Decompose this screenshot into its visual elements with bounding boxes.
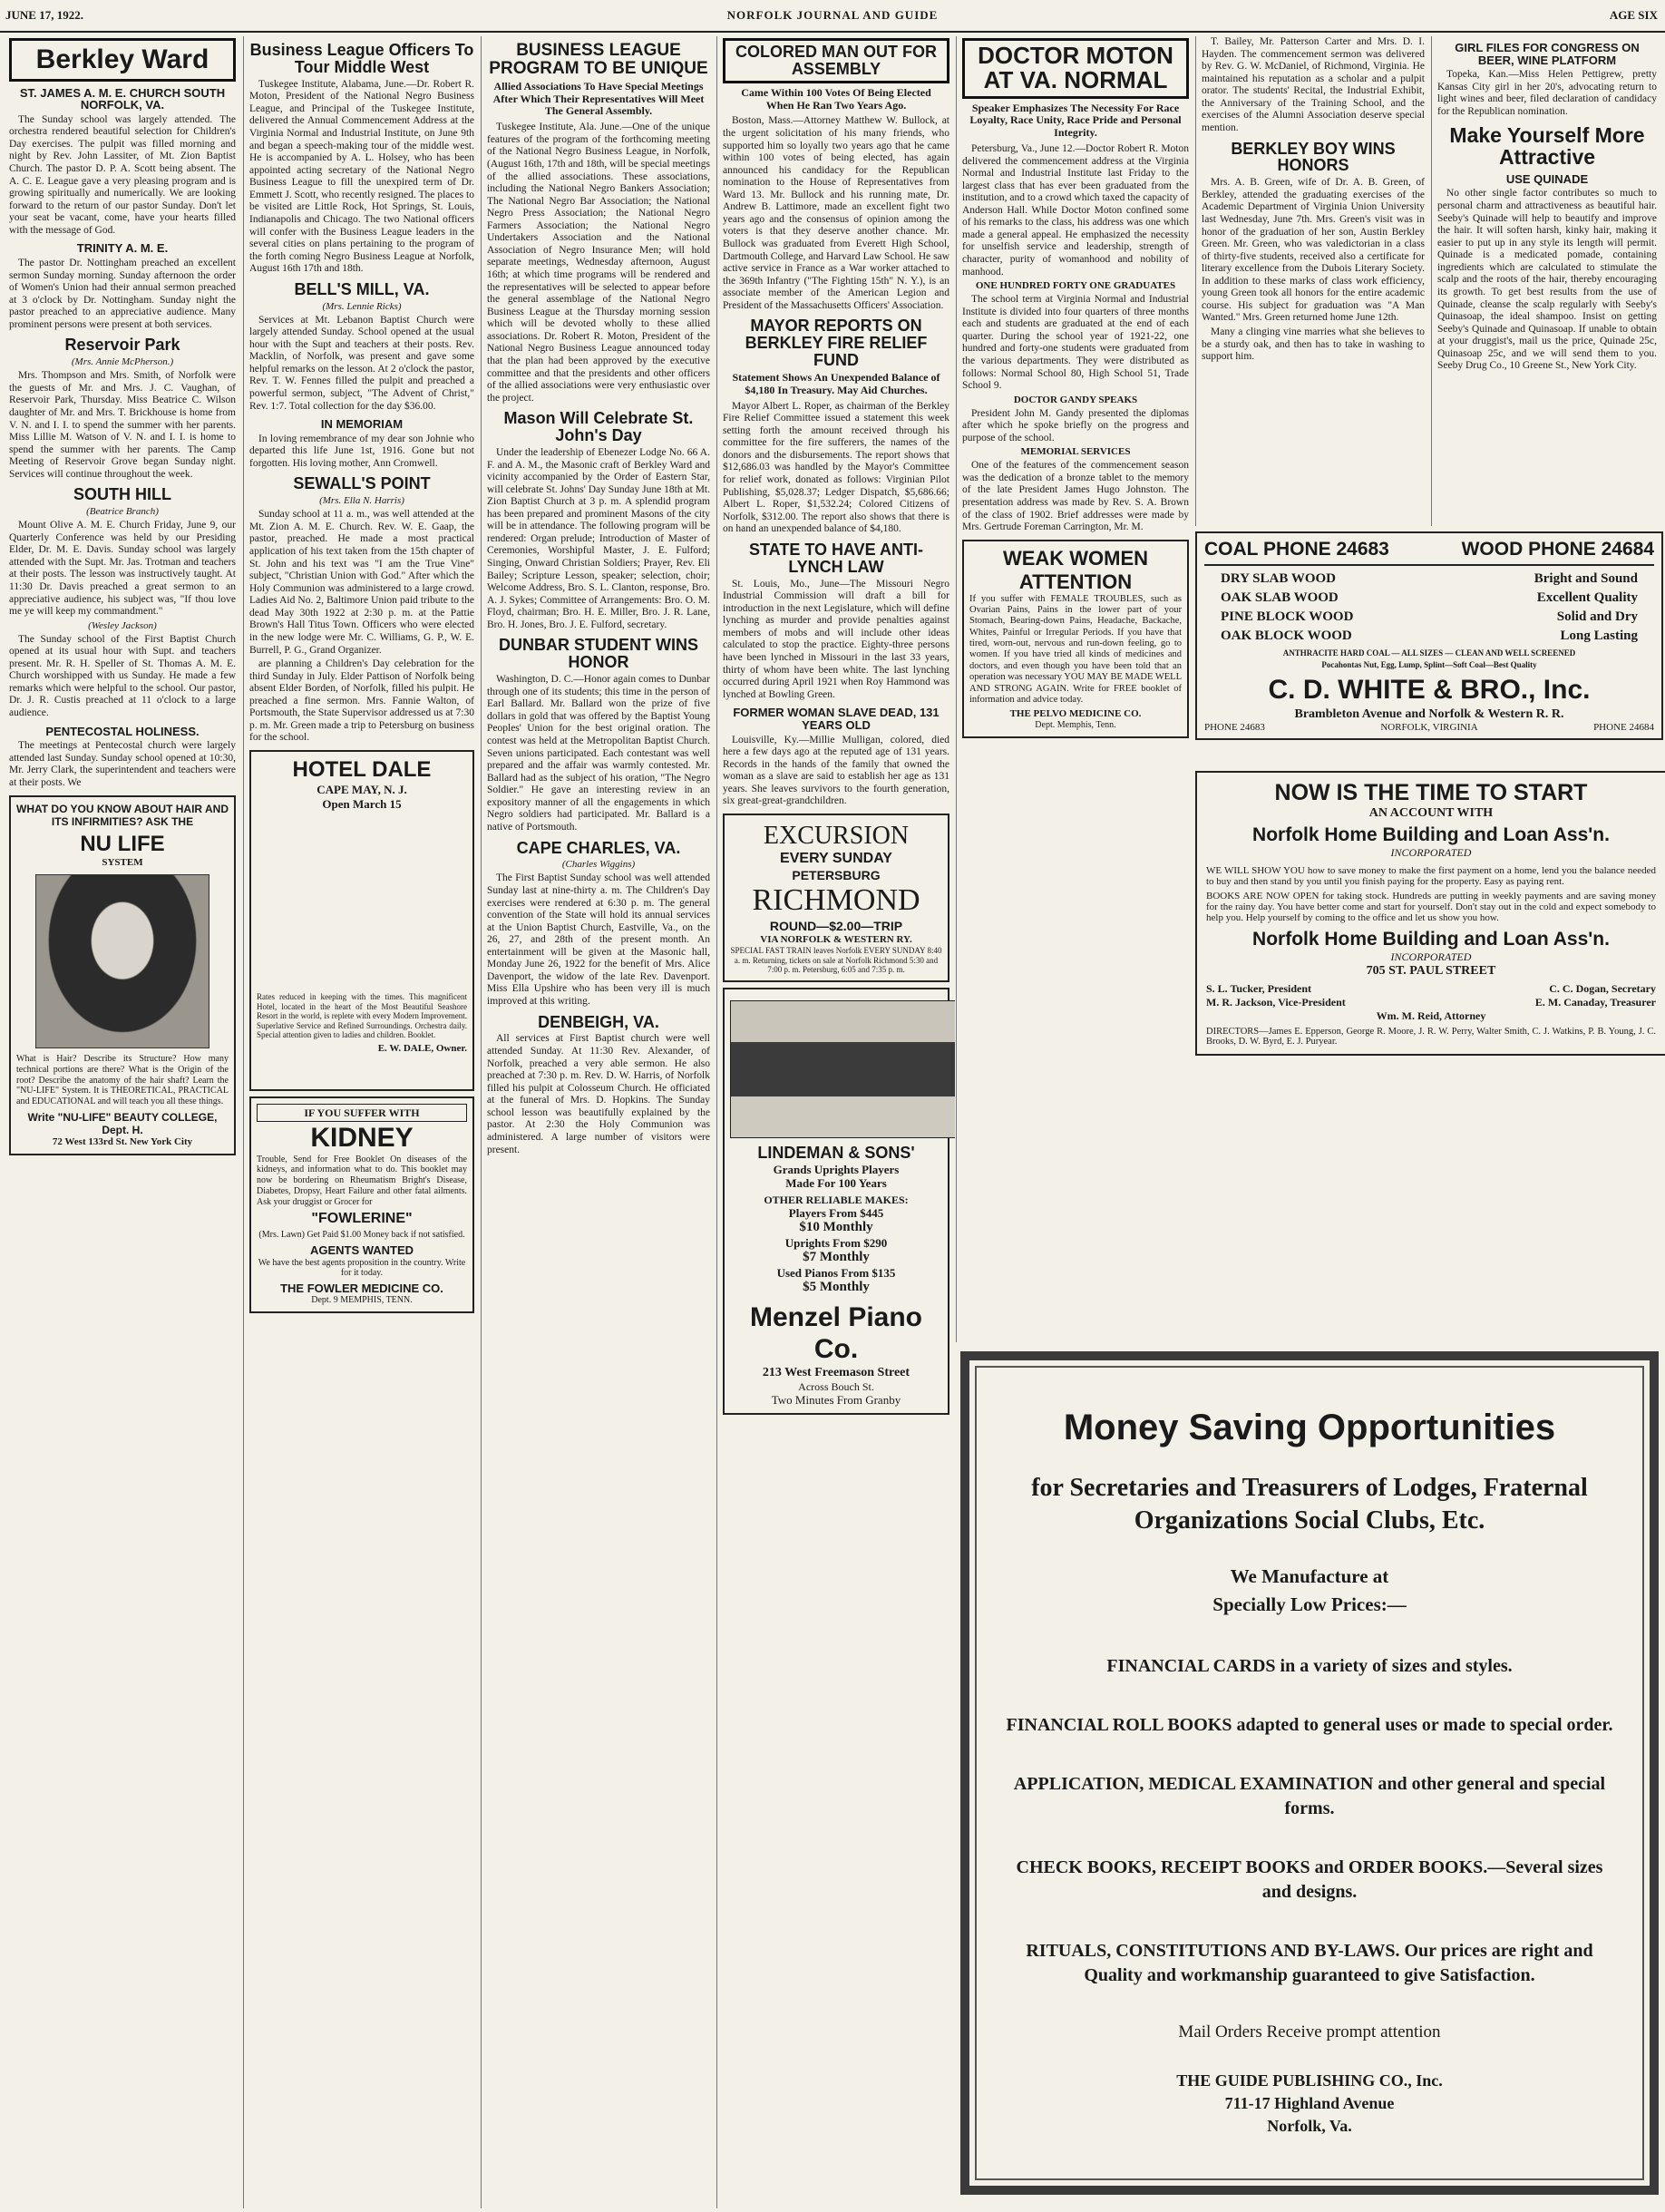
ad-publisher: THE GUIDE PUBLISHING CO., Inc. bbox=[1176, 2071, 1443, 2090]
ad-other: OTHER RELIABLE MAKES: bbox=[764, 1193, 909, 1206]
ad-via: VIA NORFOLK & WESTERN RY. bbox=[760, 933, 912, 945]
article-body: Washington, D. C.—Honor again comes to Dunbar through one of its students; this time in the person of Earl Ballard. Mr. Ballard won the prize of five dollars in gold that was offered by the Baptist Young Peoples' Union for the best original oration. The contest was held at the Metropolitan Baptist Church. Seven unions participated. Each contestant was well prepared and the affair was warmly contested. Mr. Ballard had as the subject of his oration, "The Negro Soldier." He gave an interesting review in an expository manner of all the engagements in which Negro soldiers had participated. Mr. Ballard is a native of Portsmouth. bbox=[487, 674, 710, 833]
article-title: Business League Officers To Tour Middle West bbox=[249, 41, 474, 76]
ad-address: 213 West Freemason Street bbox=[762, 1365, 910, 1379]
coal-note: ANTHRACITE HARD COAL — ALL SIZES — CLEAN AND WELL SCREENED bbox=[1282, 648, 1576, 658]
ad-title: KIDNEY bbox=[310, 1123, 414, 1154]
coal-wood-ad bbox=[1195, 531, 1663, 740]
ad-price: Uprights From $290 bbox=[784, 1235, 888, 1250]
page-label: AGE SIX bbox=[1609, 8, 1658, 22]
ad-write: Write "NU-LIFE" BEAUTY COLLEGE, Dept. H. bbox=[27, 1111, 218, 1137]
article-title: BERKLEY BOY WINS HONORS bbox=[1231, 139, 1396, 175]
ad-body: No other single factor contributes so much to personal charm and attractiveness as beautiful hair. Seeby's Quinade will help to beautify and improve the hair. It will soften harsh, kinky hair, making it easier to put up in any style its length will permit. Quinade is a medicated pomade, containing ingredients which are calculated to stimulate the scalp and the roots of the hair, thereby encouraging its growth. To get best results from the use of Quinade, cleanse the scalp regularly with Seeby's Quinasoap, the ideal shampoo. Insist on getting Seeby's Quinade and Quinasoap. If unable to obtain at your druggist's, mail us the price, Quinade 25c, Quinasoap 25c, and we will send them to you. Seeby Drug Co., 10 Greene St., New York City. bbox=[1437, 188, 1657, 372]
kidney-ad bbox=[249, 1096, 474, 1313]
ad-brand: LINDEMAN & SONS' bbox=[757, 1143, 915, 1162]
ad-made: Made For 100 Years bbox=[785, 1176, 887, 1191]
wood-row bbox=[1204, 627, 1654, 646]
article-body: The Sunday school was largely attended. The orchestra rendered beautiful selection for Children's Day exercises. The pulpit was filled morning and night by Rev. John Lassiter, of Mt. Zion Baptist Church. The pastor D. P. A. Scott being absent. The A. C. E. League gave a very pleasing program and is growing spiritually and numerically. We are looking forward to the return of our pastor Sunday. Don't let your seat be vacant, come, have your hearts filled with the message of God. bbox=[9, 113, 236, 236]
guide-publishing-ad bbox=[960, 1351, 1659, 2195]
article-body: Under the leadership of Ebenezer Lodge No. 66 A. F. and A. M., the Masonic craft of Berkley Ward and vicinity accompanied by the Order of Eastern Star, will celebrate St. Johns' Day Sunday June 18th at Mt. Zion Baptist Church at 3 p. m. A splendid program has been prepared and prominent Masons of the city will be in attendance. The following program will be rendered: Organ prelude; Introduction of Master of Ceremonies, Worshipful Master, J. E. Fulford; Singing, Onward Christian Soldiers; Prayer, Rev. Eli Bailey; Scripture Lesson, speaker; selection, choir; Welcome Address, Bro. S. L. Clanton, response, Bro. A. J. Sykes; Committee of Arrangements: Bro. O. M. Floyd, chairman; Bro. H. E. Miller, Bro. J. R. Lane, Bro. H. Jones, Bro. J. E. Fulford, secretary. bbox=[487, 446, 710, 630]
section-title: Berkley Ward bbox=[35, 44, 209, 74]
ad-body: BOOKS ARE NOW OPEN for taking stock. Hundreds are putting in weekly payments and are saving money for the rainy day. You have better come and start for yourself. Don't stay out in the cold and expect somebody to help you. Help yourself by coming to the office and let us show you how. bbox=[1206, 891, 1656, 923]
byline: (Beatrice Branch) bbox=[86, 506, 159, 518]
berkley-ward-banner bbox=[9, 38, 236, 82]
article-title: MAYOR REPORTS ON BERKLEY FIRE RELIEF FUND bbox=[745, 317, 928, 370]
ad-body: What is Hair? Describe its Structure? How many technical portions are there? What is the Origin of the root? Describe the anatomy of the hair shaft? Learn the "NU-LIFE" System. It is THEORETICAL, PRACTICAL and EDUCATIONAL and will teach you all these things. bbox=[16, 1054, 229, 1107]
article-title: Reservoir Park bbox=[64, 336, 180, 355]
ad-agents-body: We have the best agents proposition in the country. Write for it today. bbox=[258, 1257, 466, 1279]
article-subtitle: Statement Shows An Unexpended Balance of $4,180 In Treasury. May Aid Churches. bbox=[732, 371, 940, 396]
article-body: The Sunday school of the First Baptist Church opened at its usual hour with Supt. and teachers present. Mr. R. H. Speller of St. Thomas A. M. E. Church worshipped with us Sunday. He made a few remarks which were helpful to the school. Our pastor, Dr. J. R. Custis preached at 11 o'clock to a large audience. bbox=[9, 633, 236, 719]
ad-walk: Two Minutes From Granby bbox=[771, 1393, 901, 1408]
wood-list bbox=[1204, 570, 1654, 646]
officer: S. L. Tucker, President bbox=[1206, 982, 1312, 995]
ad-question: WHAT DO YOU KNOW ABOUT HAIR AND ITS INFIRMITIES? ASK THE bbox=[16, 802, 229, 828]
directors: DIRECTORS—James E. Epperson, George R. Moore, J. R. W. Perry, Walter Smith, C. J. Watkins, P. B. Young, J. C. Brooks, D. W. Byrd, E. J. Puryear. bbox=[1206, 1027, 1656, 1047]
ad-subtitle: for Secretaries and Treasurers of Lodges, Fraternal Organizations Social Clubs, Etc. bbox=[1031, 1474, 1588, 1535]
article-body: The meetings at Pentecostal church were largely attended last Sunday. Sunday school opened at 10:30, Mr. Jerry Clark, the superintendent and teachers were at their posts. We bbox=[9, 740, 236, 788]
section-head: DOCTOR GANDY SPEAKS bbox=[1013, 394, 1138, 405]
article-subtitle: Speaker Emphasizes The Necessity For Race Loyalty, Race Unity, Race Pride and Personal Integrity. bbox=[969, 101, 1182, 140]
ad-item: CHECK BOOKS, RECEIPT BOOKS and ORDER BOOKS.—Several sizes and designs. bbox=[1016, 1856, 1603, 1902]
section-head: MEMORIAL SERVICES bbox=[1020, 446, 1131, 458]
officer: M. R. Jackson, Vice-President bbox=[1206, 996, 1346, 1009]
phone-row bbox=[1204, 539, 1654, 566]
ad-lead: We Manufacture at bbox=[1230, 1564, 1389, 1587]
article-body: In loving remembrance of my dear son Johnie who departed this life June 1st, 1916. Gone but not forgotten. His loving mother, Ann Cromwell. bbox=[249, 433, 474, 469]
firm-name: C. D. WHITE & BRO., Inc. bbox=[1268, 675, 1591, 705]
article-title: DENBEIGH, VA. bbox=[538, 1012, 659, 1031]
ad-city: RICHMOND bbox=[752, 883, 920, 918]
phone-footer bbox=[1204, 722, 1654, 733]
ad-agents: AGENTS WANTED bbox=[309, 1243, 414, 1258]
column-4 bbox=[716, 36, 955, 2208]
ad-owner: E. W. DALE, Owner. bbox=[377, 1043, 467, 1055]
ad-title: EXCURSION bbox=[763, 821, 910, 850]
officer: Wm. M. Reid, Attorney bbox=[1376, 1009, 1486, 1022]
article-body: are planning a Children's Day celebration for the third Sunday in July. Elder Pattison of Norfolk being absent Elder Borden, of Norfolk, filled his pulpit. He preached a fine sermon. Mrs. Fannie Walton, of Portsmouth, the State Supervisor addressed us at 7:30 p. m. Mr. Green made a trip to Petersburg on business for the school. bbox=[249, 658, 474, 744]
wood-row bbox=[1204, 608, 1654, 627]
article-title: DUNBAR STUDENT WINS HONOR bbox=[499, 636, 698, 672]
loan-name: Norfolk Home Building and Loan Ass'n. bbox=[1252, 824, 1610, 845]
article-body: Mrs. Thompson and Mrs. Smith, of Norfolk were the guests of Mr. and Mrs. J. C. Vaughan, of Reservoir Park, Thursday. Miss Beatrice C. Wilson daughter of Mr. and Mrs. T. Brickhouse is home from V. N. and I. I. to spend the summer with her parents. Miss Lillie M. Watson of V. N. and I. I. is home to spend the summer with her parents. The Camp Meeting of Reservoir Grove began Sunday night. Services will continue throughout the week. bbox=[9, 370, 236, 480]
wood-desc: Solid and Dry bbox=[1556, 609, 1638, 624]
headline-box bbox=[723, 38, 949, 83]
coal-phone: COAL PHONE 24683 bbox=[1204, 539, 1389, 560]
ad-body: Rates reduced in keeping with the times. This magnificent Hotel, located in the heart of the Most Beautiful Seashore Resort in the world, is replete with every Modern Improvement. Superlative Service and Refined Surroundings. Orchestra daily. Special attention given to ladies and children. Booklet. bbox=[257, 991, 467, 1040]
ad-body: If you suffer with FEMALE TROUBLES, such as Ovarian Pains, Pains in the lower part of your Stomach, Bearing-down Pains, Headache, Backache, Whites, Painful or Irregular Periods. If you have that tired, worn-out, nervous and run-down feeling, go to women. If you have tried all kinds of medicines and doctors, and even though you have been told that an operation was necessary YOU MAY BE MADE WELL AND STRONG AGAIN. Write for FREE booklet of information and advice today. bbox=[969, 593, 1182, 705]
loan-name: Norfolk Home Building and Loan Ass'n. bbox=[1252, 929, 1610, 950]
article-body: Petersburg, Va., June 12.—Doctor Robert R. Moton delivered the commencement address at the Virginia Normal and Industrial Institute last Friday to the largest class that has ever been graduated from the institution, and to a crowd which taxed the capacity of Anderson Hall. While Doctor Moton confined some of his remarks to the class, his address was one which made a general appeal. He emphasized the necessity for unselfish service and leadership, strength of character, purity of womanhood and nobility of manhood. bbox=[962, 142, 1189, 278]
article-body: Services at Mt. Lebanon Baptist Church were largely attended Sunday. School opened at the usual hour with the Supt and teachers at their posts. Rev. Macklin, of Norfolk, was present and gave some helpful remarks on the lesson. At 2 o'clock the pastor, Rev. T. W. Fennes filled the pulpit and preached a powerful sermon, subject, "The Advent of Christ," Rev. 1:7. Total collection for the day $36.00. bbox=[249, 314, 474, 412]
ad-item: FINANCIAL CARDS in a variety of sizes and styles. bbox=[1106, 1655, 1513, 1676]
ad-open-date: Open March 15 bbox=[322, 796, 402, 811]
byline: (Wesley Jackson) bbox=[88, 619, 157, 631]
issue-date: JUNE 17, 1922. bbox=[5, 8, 83, 22]
ad-firm: Menzel Piano Co. bbox=[749, 1301, 923, 1365]
column-5 bbox=[956, 36, 1194, 1342]
article-title: TRINITY A. M. E. bbox=[76, 241, 169, 256]
wood-row bbox=[1204, 589, 1654, 608]
piano-image bbox=[730, 1000, 955, 1138]
wood-desc: Bright and Sound bbox=[1534, 571, 1638, 586]
article-body: Mayor Albert L. Roper, as chairman of the Berkley Fire Relief Committee issued a statement this week setting forth the amount received through his committee for the fire sufferers, the names of the donors and the disbursements. The report shows that $12,686.03 was handled by the Mayor's Committee for relief work, donated as follows: Virginian Pilot Publishing, $5,028.37; Ledger Dispatch, $5,686.66; Albert L. Roper, $1,532.24; Colored Citizens of Norfolk, $312.00. The report also shows that there is on hand an unexpended balance of $4,180. bbox=[723, 400, 949, 535]
wood-row bbox=[1204, 570, 1654, 589]
column-7 bbox=[1431, 36, 1662, 526]
officer: E. M. Canaday, Treasurer bbox=[1534, 996, 1656, 1009]
ad-price: ROUND—$2.00—TRIP bbox=[769, 919, 903, 934]
article-title: COLORED MAN OUT FOR ASSEMBLY bbox=[735, 43, 937, 78]
ad-price: (Mrs. Lawn) Get Paid $1.00 Money back if not satisfied. bbox=[258, 1230, 465, 1241]
article-body: The school term at Virginia Normal and Industrial Institute is divided into four quarters of three months each and students are graduated at the end of each quarter. During the school year of 1921-22, one hundred and forty-one students were graduated from the various departments. They were distributed as follows: Normal School 80, High School 51, Trade School 9. bbox=[962, 294, 1189, 392]
ad-location: CAPE MAY, N. J. bbox=[316, 783, 407, 797]
ad-city: PETERSBURG bbox=[792, 867, 881, 882]
officers-row bbox=[1206, 996, 1656, 1009]
portrait-image bbox=[35, 874, 209, 1048]
ad-publisher: Norfolk, Va. bbox=[1267, 2117, 1352, 2136]
ad-firm: THE PELVO MEDICINE CO. bbox=[1009, 708, 1142, 720]
section-head: ONE HUNDRED FORTY ONE GRADUATES bbox=[975, 280, 1176, 292]
article-subtitle: Allied Associations To Have Special Meetings After Which Their Representatives Will Meet The General Assembly. bbox=[492, 79, 705, 118]
ad-dept: Dept. 9 MEMPHIS, TENN. bbox=[311, 1295, 413, 1306]
article-subtitle: Came Within 100 Votes Of Being Elected When He Ran Two Years Ago. bbox=[741, 85, 931, 112]
article-body: The pastor Dr. Nottingham preached an excellent sermon Sunday morning. Sunday afternoon the order of Women's Union had their annual sermon preached at 3 o'clock by Dr. Nottingham. Sunday night the pastor preached to an appreciative audience. Many prominent persons were present at both services. bbox=[9, 258, 236, 330]
article-body: Tuskegee Institute, Alabama, June.—Dr. Robert R. Moton, President of the National Negro Business League, and Principal of the Tuskegee Institute, delivered the Annual Commencement Address at the Virginia Normal and Industrial Institute, on June 9th and began a speech-making tour of the middle west. He is accompanied by A. L. Holsey, who has been appointed acting secretary of the National Negro Business League to fill the unexpired term of Dr. Emmett J. Scott, who recently resigned. The places to be visited are Little Rock, Hot Springs, St. Louis, Indianapolis and Chicago. The two National officers will confer with the Business League leaders in the several cities on plans pertaining to the program of the forth coming Negro Business League at Norfolk, August 16th 17th and 18th. bbox=[249, 78, 474, 275]
ad-body: Trouble, Send for Free Booklet On diseases of the kidneys, and information what to do. This booklet may now be bordering on Rheumatism Bright's Disease, Diabetes, Dropsy, Heart Failure and other fatal ailments. Ask your druggist or Grocer for bbox=[257, 1154, 467, 1207]
ad-address: 72 West 133rd St. New York City bbox=[52, 1136, 193, 1148]
ad-item: RITUALS, CONSTITUTIONS AND BY-LAWS. Our prices are right and Quality and workmanship guaranteed to give Satisfaction. bbox=[1026, 1940, 1593, 1985]
article-title: BELL'S MILL, VA. bbox=[294, 279, 430, 298]
column-2 bbox=[243, 36, 480, 2208]
footer-phone: PHONE 24684 bbox=[1593, 722, 1654, 733]
article-title: DOCTOR MOTON AT VA. NORMAL bbox=[978, 42, 1173, 94]
byline: (Charles Wiggins) bbox=[561, 859, 636, 871]
wood-item: DRY SLAB WOOD bbox=[1221, 571, 1336, 586]
wood-desc: Excellent Quality bbox=[1536, 590, 1638, 605]
ad-types: Grands Uprights Players bbox=[773, 1162, 900, 1176]
piano-ad bbox=[723, 988, 949, 1415]
article-title: GIRL FILES FOR CONGRESS ON BEER, WINE PLATFORM bbox=[1455, 41, 1640, 67]
article-body: Many a clinging vine marries what she believes to be a sturdy oak, and then has to take in washing to support him. bbox=[1202, 326, 1425, 363]
paper-name: NORFOLK JOURNAL AND GUIDE bbox=[726, 8, 939, 22]
ad-lead: Specially Low Prices:— bbox=[1212, 1593, 1407, 1615]
wood-desc: Long Lasting bbox=[1560, 629, 1638, 643]
article-title: ST. JAMES A. M. E. CHURCH SOUTH NORFOLK, VA. bbox=[19, 85, 226, 112]
ad-subtitle: EVERY SUNDAY bbox=[780, 850, 892, 866]
ad-item: FINANCIAL ROLL BOOKS adapted to general uses or made to special order. bbox=[1006, 1714, 1613, 1735]
article-body: St. Louis, Mo., June—The Missouri Negro Industrial Commission will draft a bill for introduction in the next Legislature, which will define lynching as murder and provide penalties against members of mobs and will include other ideas calculated to stop the practice. Eighty-three persons have been lynched in Missouri in the last 33 years, thirty of whom have been white. The last lynching occurred during April 1921 when Roy Hammond was lynched at Bowling Green. bbox=[723, 578, 949, 700]
article-title: PENTECOSTAL HOLINESS. bbox=[45, 724, 200, 738]
coal-note: Pocahontas Nut, Egg, Lump, Splint—Soft Coal—Best Quality bbox=[1321, 660, 1537, 669]
article-body: Sunday school at 11 a. m., was well attended at the Mt. Zion A. M. E. Church. Rev. W. E. Gaap, the pastor, preached. He made a most practical application of his text taken from the 15th chapter of St. John and his text was "I am the True Vine" subject, "Christian Union with God." After which the Holy Communion was administered to a large crowd. Ladies Aid No. 2, Baltimore Union paid tribute to the dead May 30th 1922 at 2:30 p. m. at the Pattie Brown's Hall Titus Town. Officers who were elected in the new lodge were Mr. C. Williams, G. P., W. E. Burrell, P. G., Grand Organizer. bbox=[249, 509, 474, 656]
article-body: The First Baptist Sunday school was well attended Sunday last at nine-thirty a. m. The Children's Day exercises were rendered at 6:30 p. m. The general convention of the State will hold its annual services at the Union Baptist Church, Eastville, Va., on the 26, 27, and 28th of the present month. An entertainment will be given at the Masonic hall, Monday June 26, 1922 for the benefit of Mrs. Alice Davenport, the widow of the late Rev. Davenport. Miss Ella Upshire who has been very ill is much improved at this writing. bbox=[487, 872, 710, 1007]
loan-inc: INCORPORATED bbox=[1390, 846, 1472, 859]
nu-life-ad bbox=[9, 795, 236, 1156]
article-title: SEWALL'S POINT bbox=[293, 474, 431, 493]
footer-city: NORFOLK, VIRGINIA bbox=[1380, 722, 1478, 733]
wood-phone: WOOD PHONE 24684 bbox=[1461, 539, 1654, 560]
article-body: Mrs. A. B. Green, wife of Dr. A. B. Green, of Berkley, attended the graduating exercises of the Academic Department of Virginia Union University last Wednesday, June 7th. Mrs. Green's visit was in honor of the graduation of her son, Austin Berkley Green. Mr. Green, who was valedictorian in a class of thirty-five students, received also a certificate for literary excellence from the Dubois Literary Society. In addition to these marks of class work efficiency, young Green took all honors for the entire academic course. His subject for graduation was "A Man Wanted." Mrs. Green returned home June 12th. bbox=[1202, 177, 1425, 324]
ad-terms: $10 Monthly bbox=[799, 1220, 873, 1235]
article-title: IN MEMORIAM bbox=[320, 417, 404, 432]
ad-subtitle: AN ACCOUNT WITH bbox=[1368, 806, 1494, 820]
masthead bbox=[0, 0, 1665, 33]
article-body: All services at First Baptist church were well attended Sunday. At 11:30 Rev. Alexander, of Norfolk, preached a very able sermon. He also preached at 7:30 p. m. Rev. D. W. Harris, of Norfolk filled his pulpit at Colosseum Church. He officiated at the funeral of Mrs. D. Hopkins. The Sunday school lesson was beautifully explained by the pastor. At 2:30 the Holy Communion was administered. A large number of visitors were present. bbox=[487, 1033, 710, 1155]
ad-title: NOW IS THE TIME TO START bbox=[1274, 780, 1588, 805]
byline: (Mrs. Lennie Ricks) bbox=[322, 300, 402, 312]
ad-brand: NU LIFE bbox=[80, 831, 165, 856]
headline-box bbox=[962, 38, 1189, 99]
wood-item: OAK SLAB WOOD bbox=[1221, 590, 1339, 605]
article-title: SOUTH HILL bbox=[73, 485, 171, 504]
article-body: Louisville, Ky.—Millie Mulligan, colored, died here a few days ago at the reputed age of 131 years. Records in the hands of the family that owned the woman as a slave are said to establish her age as 131 years. She leaves survivors to the fourth generation, six great-great-grandchildren. bbox=[723, 734, 949, 807]
article-body: Tuskegee Institute, Ala. June.—One of the unique features of the program of the forthcoming meeting of the National Negro Business League, in Norfolk, (August 16th, 17th and 18th, will be special meetings of the allied associations. These associations, including the National Negro Bankers Association; The National Negro Bar Association; the National Negro Press Association; the National Negro Farmers Association; the National Negro Undertakers Association and the National Association of Negro Insurance Men; will hold separate meetings, Wednesday afternoon, August 16th; at which time programs will be rendered and the representatives will be selected to appear before the general assemblage of the National Negro Business League at the Thursday morning session which will be devoted wholly to these allied associations. Dr. Robert R. Moton, President of the National Negro Business League announced today that the plan had been approved by the executive committee and that the presidents and other officers of the allied associations were very enthusiastic over the project. bbox=[487, 122, 710, 404]
wood-item: PINE BLOCK WOOD bbox=[1221, 609, 1354, 624]
article-body: Boston, Mass.—Attorney Matthew W. Bullock, at the urgent solicitation of his many friends, who supported him so loyally two years ago that he came within 100 votes of being elected, has again announced his candidacy for the Republican nomination to the House of Representatives from Ward 13. Mr. Bullock and his running mate, Dr. Andrew B. Lattimore, made an excellent fight two years ago and the consensus of opinion among the voters is that they deserve another chance. Mr. Bullock was graduated from Everett High School, Dartmouth College, and Harvard Law School. He saw active service in France as a War worker attached to the 369th Infantry ("The Fighting 15th" N. Y.), is an associate member of the American Legion and President of the Massachusetts Officers' Association. bbox=[723, 115, 949, 311]
article-title: STATE TO HAVE ANTI-LYNCH LAW bbox=[749, 540, 923, 576]
ad-across: Across Bouch St. bbox=[798, 1380, 874, 1394]
article-body: T. Bailey, Mr. Patterson Carter and Mrs. D. I. Hayden. The commencement sermon was delivered by Rev. G. W. McDaniel, of Richmond, Virginia. He maintained his reputation as a scholar and a pulpit orator. The students' Recital, the Industrial Exhibit, the Anniversary of the Training School, and the exercises of the Alumni Association deserve special mention. bbox=[1202, 36, 1425, 133]
ad-title: HOTEL DALE bbox=[292, 757, 432, 783]
excursion-ad bbox=[723, 814, 949, 982]
officers-row bbox=[1206, 982, 1656, 996]
ad-body: WE WILL SHOW YOU how to save money to make the first payment on a home, lend you the balance needed to buy and then stand by you until you finish paying for the property. Easy as paying rent. bbox=[1206, 865, 1656, 887]
loan-street: 705 ST. PAUL STREET bbox=[1366, 964, 1496, 978]
article-body: Topeka, Kan.—Miss Helen Pettigrew, pretty Kansas City girl in her 20's, advocating return to light wines and beer, filed declaration of candidacy for the Republican nomination. bbox=[1437, 69, 1657, 117]
loan-inc: INCORPORATED bbox=[1390, 950, 1472, 963]
column-6 bbox=[1195, 36, 1430, 526]
firm-address: Brambleton Avenue and Norfolk & Western R. R. bbox=[1294, 707, 1564, 721]
column-3 bbox=[481, 36, 716, 2208]
article-body: One of the features of the commencement season was the dedication of a bronze tablet to the memory of the late President James Hugo Johnston. The presentation address was made by Rev. S. A. Brown of the class of 1902. Brief addresses were made by Mrs. Gertrude Foreman Carrington, Mr. M. bbox=[962, 460, 1189, 533]
ad-mail: Mail Orders Receive prompt attention bbox=[1178, 2022, 1441, 2041]
ad-question: IF YOU SUFFER WITH bbox=[257, 1104, 467, 1122]
article-title: CAPE CHARLES, VA. bbox=[516, 838, 681, 857]
ad-brand: "FOWLERINE" bbox=[311, 1210, 413, 1226]
footer-phone: PHONE 24683 bbox=[1204, 722, 1265, 733]
weak-women-ad bbox=[962, 540, 1189, 738]
hotel-dale-ad bbox=[249, 750, 474, 1091]
loan-ad bbox=[1195, 771, 1665, 1056]
ad-price: Players From $445 bbox=[788, 1205, 884, 1220]
article-body: President John M. Gandy presented the diplomas after which he spoke briefly on the progress and purpose of the school. bbox=[962, 407, 1189, 443]
ad-price: Used Pianos From $135 bbox=[776, 1265, 896, 1280]
wood-item: OAK BLOCK WOOD bbox=[1221, 629, 1352, 643]
article-body: Mount Olive A. M. E. Church Friday, June 9, our Quarterly Conference was held by our Presiding Elder, Dr. M. E. Davis. Sunday school was largely attended with the Supt. Mr. Jas. Trotman and teachers at their posts. The lesson was instructively taught. At 11:30 Dr. Davis preached a great sermon to an appreciative audience, his subject was, "If thou love me ye will keep my commandment." bbox=[9, 520, 236, 618]
byline: (Mrs. Ella N. Harris) bbox=[319, 495, 404, 507]
ad-terms: $7 Monthly bbox=[803, 1250, 870, 1265]
ad-system: SYSTEM bbox=[102, 857, 143, 869]
ad-terms: $5 Monthly bbox=[803, 1280, 870, 1295]
ad-publisher: 711-17 Highland Avenue bbox=[1224, 2093, 1395, 2112]
ad-title: Money Saving Opportunities bbox=[1063, 1408, 1556, 1447]
ad-body: SPECIAL FAST TRAIN leaves Norfolk EVERY SUNDAY 8:40 a. m. Returning, tickets on sale at Norfolk Richmond 5:30 and 7:00 p. m. Petersburg, 6:05 and 7:35 p. m. bbox=[730, 945, 942, 975]
column-1 bbox=[4, 36, 241, 2208]
article-title: Mason Will Celebrate St. John's Day bbox=[503, 409, 694, 445]
ad-title: Make Yourself More Attractive bbox=[1449, 122, 1645, 169]
article-title: FORMER WOMAN SLAVE DEAD, 131 YEARS OLD bbox=[733, 706, 940, 732]
article-title: BUSINESS LEAGUE PROGRAM TO BE UNIQUE bbox=[489, 41, 708, 78]
ad-item: APPLICATION, MEDICAL EXAMINATION and other general and special forms. bbox=[1013, 1773, 1606, 1818]
ad-title: WEAK WOMEN ATTENTION bbox=[1002, 546, 1149, 593]
officer: C. C. Dogan, Secretary bbox=[1549, 982, 1656, 995]
ad-firm: THE FOWLER MEDICINE CO. bbox=[280, 1281, 443, 1296]
ad-dept: Dept. Memphis, Tenn. bbox=[1035, 720, 1116, 731]
ad-subtitle: USE QUINADE bbox=[1505, 171, 1589, 186]
byline: (Mrs. Annie McPherson.) bbox=[71, 356, 174, 368]
